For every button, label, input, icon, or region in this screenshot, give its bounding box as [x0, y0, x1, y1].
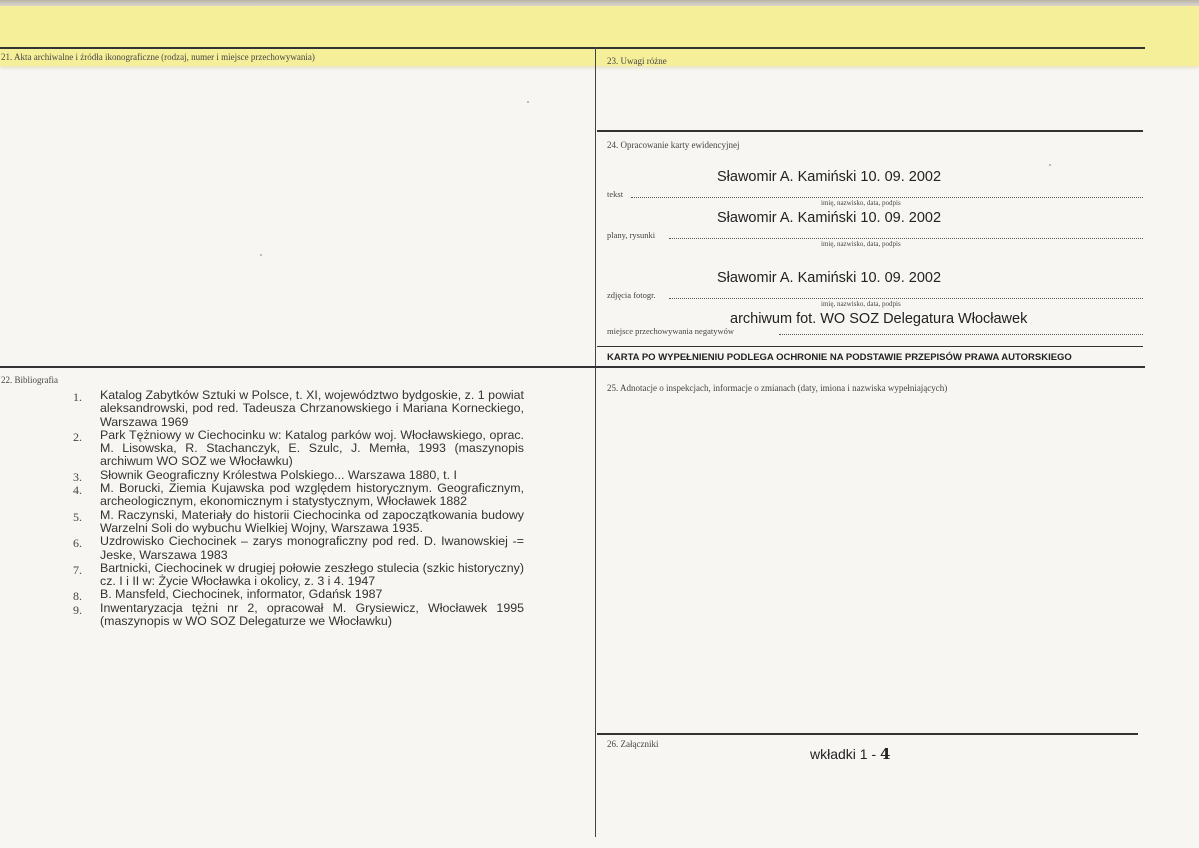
item-number: 9.: [73, 602, 82, 617]
item-number: 2.: [73, 429, 82, 444]
section-22-caption: 22. Bibliografia: [1, 375, 58, 385]
rule-25-26: [597, 733, 1138, 735]
list-item: [60, 509, 524, 536]
item-text: B. Mansfeld, Ciechocinek, informator, Gdańsk 1987: [100, 587, 383, 602]
list-item: [60, 389, 524, 429]
field-plans-caption: imię, nazwisko, data, podpis: [821, 240, 901, 248]
list-item: [60, 602, 524, 629]
list-item: [60, 482, 524, 509]
field-negatives-label: miejsce przechowywania negatywów: [607, 326, 734, 336]
item-text: Słownik Geograficzny Królestwa Polskiego... Warszawa 1880, t. I: [100, 467, 457, 482]
item-text: Inwentaryzacja tężni nr 2, opracował M. Grysiewicz, Włocławek 1995 (maszynopis w WO SOZ Delegaturze we Włocławku): [100, 600, 524, 629]
field-photos: [607, 270, 1143, 306]
item-text: M. Borucki, Ziemia Kujawska pod względem historycznym. Geograficznym, archeologicznym, ekonomicznym i statystycznym, Włocławek 1882: [100, 481, 524, 509]
dotted-line: [669, 238, 1143, 239]
item-number: 5.: [73, 509, 82, 524]
rule-middle: [0, 366, 1145, 368]
field-photos-label: zdjęcia fotogr.: [607, 290, 656, 300]
scan-speck: [260, 254, 262, 256]
field-text: [607, 169, 1143, 205]
field-photos-value: Sławomir A. Kamiński 10. 09. 2002: [717, 270, 942, 286]
list-item: [60, 562, 524, 589]
item-number: 3.: [73, 469, 82, 484]
dotted-line: [669, 298, 1143, 299]
item-number: 4.: [73, 483, 82, 498]
field-text-caption: imię, nazwisko, data, podpis: [821, 199, 901, 207]
field-negatives: [607, 311, 1143, 347]
rule-23-24: [597, 130, 1143, 132]
scan-speck: [1049, 164, 1051, 166]
item-text: M. Raczynski, Materiały do historii Ciechocinka od zapoczątkowania budowy Warzelni Soli do wybuchu Wielkiej Wojny, Warszawa 1935.: [100, 507, 524, 535]
copyright-notice: KARTA PO WYPEŁNIENIU PODLEGA OCHRONIE NA PODSTAWIE PRZEPISÓW PRAWA AUTORSKIEGO: [607, 352, 1072, 363]
item-text: Bartnicki, Ciechocinek w drugiej połowie zeszłego stulecia (szkic historyczny) cz. I i II w: Życie Włocławka i okolicy, z. 3 i 4. 1947: [100, 560, 524, 589]
list-item: [60, 469, 524, 482]
center-divider: [595, 47, 596, 837]
item-number: 8.: [73, 589, 82, 604]
field-plans-label: plany, rysunki: [607, 230, 656, 240]
section-25-caption: 25. Adnotacje o inspekcjach, informacje o zmianach (daty, imiona i nazwiska wypełniających): [607, 383, 948, 393]
list-item: [60, 587, 524, 604]
section-24-caption: 24. Opracowanie karty ewidencyjnej: [607, 140, 740, 150]
dotted-line: [631, 197, 1143, 198]
handwritten-number: 4: [880, 745, 891, 763]
item-text: Katalog Zabytków Sztuki w Polsce, t. XI, województwo bydgoskie, z. 1 powiat aleksandrowski, pod red. Tadeusza Chrzanowskiego i Mariana Korneckiego, Warszawa 1969: [100, 388, 524, 429]
list-item: [60, 535, 524, 562]
item-number: 6.: [73, 536, 82, 551]
section-26-caption: 26. Załączniki: [607, 739, 659, 749]
item-text: Park Tężniowy w Ciechocinku w: Katalog parków woj. Włocławskiego, oprac. M. Lisowska, R. Stachanczyk, E. Szulc, J. Memła, 1993 (maszynopis archiwum WO SOZ we Włocławku): [100, 427, 524, 469]
section-23-caption: 23. Uwagi różne: [607, 56, 667, 66]
scan-speck: [527, 101, 529, 103]
list-item: [60, 429, 524, 469]
field-plans: [607, 210, 1143, 246]
attachments-text: wkładki 1 -: [810, 746, 881, 762]
top-rule: [0, 47, 1145, 49]
item-number: 1.: [73, 390, 82, 404]
item-number: 7.: [73, 562, 82, 577]
field-plans-value: Sławomir A. Kamiński 10. 09. 2002: [717, 210, 942, 226]
item-text: Uzdrowisko Ciechocinek – zarys monograficzny pod red. D. Iwanowskiej -= Jeske, Warszawa 1983: [100, 534, 524, 562]
dotted-line: [779, 334, 1143, 335]
bibliography-list: [60, 389, 524, 628]
field-photos-caption: imię, nazwisko, data, podpis: [821, 300, 901, 308]
field-negatives-value: archiwum fot. WO SOZ Delegatura Włocławek: [730, 311, 1028, 327]
section-21-caption: 21. Akta archiwalne i źródła ikonograficzne (rodzaj, numer i miejsce przechowywania): [1, 52, 315, 62]
field-text-value: Sławomir A. Kamiński 10. 09. 2002: [717, 169, 942, 185]
field-text-label: tekst: [607, 189, 624, 199]
attachments-value: [810, 745, 890, 763]
